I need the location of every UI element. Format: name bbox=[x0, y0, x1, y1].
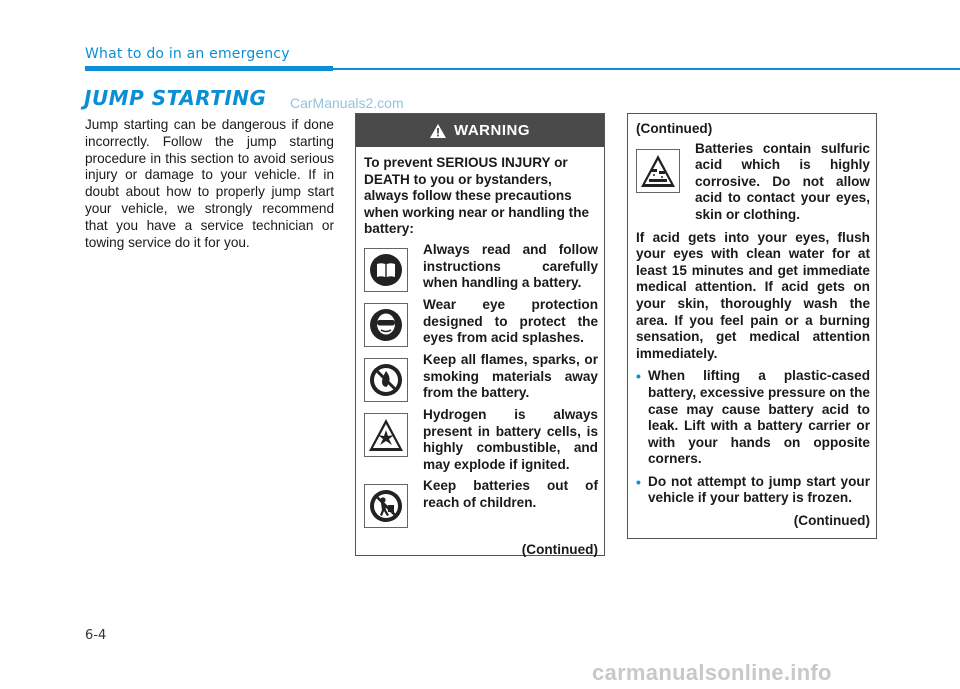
acid-item bbox=[636, 141, 870, 224]
bullet-item bbox=[636, 474, 870, 507]
bullet-dot: • bbox=[636, 473, 641, 490]
page-heading: JUMP STARTING bbox=[84, 86, 267, 110]
warning-item bbox=[364, 297, 598, 347]
warning-lead: To prevent SERIOUS INJURY or DEATH to you or bystanders, always follow these precautions when working near or handling the battery: bbox=[364, 155, 590, 237]
section-title: What to do in an emergency bbox=[85, 46, 290, 62]
warning-item-text: Keep batteries out of reach of children. bbox=[423, 478, 598, 510]
warning-item-text: Wear eye protection designed to protect the eyes from acid splashes. bbox=[423, 296, 598, 346]
keep-away-children-icon bbox=[364, 484, 408, 528]
warning-triangle-icon bbox=[430, 124, 446, 138]
eye-protection-icon bbox=[364, 303, 408, 347]
no-flame-icon bbox=[364, 358, 408, 402]
continued-box bbox=[627, 113, 877, 539]
bullet-item bbox=[636, 368, 870, 468]
bullet-dot: • bbox=[636, 368, 641, 385]
bullet-text: When lifting a plastic-cased battery, excessive pressure on the case may cause battery acid to leak. Lift with a battery carrier or with your hands on opposite corners. bbox=[648, 368, 870, 467]
warning-item bbox=[364, 478, 598, 528]
manual-book-icon bbox=[364, 248, 408, 292]
watermark-top[interactable]: CarManuals2.com bbox=[290, 95, 404, 111]
warning-item-text: Always read and follow instructions carefully when handling a battery. bbox=[423, 241, 598, 291]
warning-box bbox=[355, 113, 605, 556]
warning-item bbox=[364, 352, 598, 402]
warning-header bbox=[356, 114, 604, 147]
watermark-bottom[interactable]: carmanualsonline.info bbox=[592, 660, 832, 685]
continued-head: (Continued) bbox=[636, 121, 713, 136]
warning-continued: (Continued) bbox=[521, 542, 598, 558]
continued-box-continued: (Continued) bbox=[793, 513, 870, 529]
warning-item bbox=[364, 407, 598, 473]
header-rule-thick bbox=[85, 66, 333, 71]
acid-item-text: Batteries contain sulfuric acid which is highly corrosive. Do not allow acid to contact your eyes, skin or clothing. bbox=[695, 140, 870, 222]
header-rule-thin bbox=[333, 68, 960, 70]
warning-item-text: Keep all flames, sparks, or smoking materials away from the battery. bbox=[423, 351, 598, 401]
page-number: 6-4 bbox=[85, 628, 107, 643]
warning-item-text: Hydrogen is always present in battery cells, is highly combustible, and may explode if ignited. bbox=[423, 406, 598, 472]
warning-title: WARNING bbox=[454, 122, 530, 139]
bullet-text: Do not attempt to jump start your vehicle if your battery is frozen. bbox=[648, 473, 870, 506]
intro-paragraph: Jump starting can be dangerous if done incorrectly. Follow the jump starting procedure in this section to avoid serious injury or damage to your vehicle. If in doubt about how to properly jump start your vehicle, we strongly recommend that you have a service technician or towing service do it for you. bbox=[85, 117, 334, 250]
warning-item bbox=[364, 242, 598, 292]
acid-first-aid-paragraph: If acid gets into your eyes, flush your eyes with clean water for at least 15 minutes and get immediate medical attention. If acid gets on your skin, thoroughly wash the area. If you feel pain or a burning sensation, get medical attention immediately. bbox=[636, 229, 870, 361]
explosion-icon bbox=[364, 413, 408, 457]
corrosive-icon bbox=[636, 149, 680, 193]
